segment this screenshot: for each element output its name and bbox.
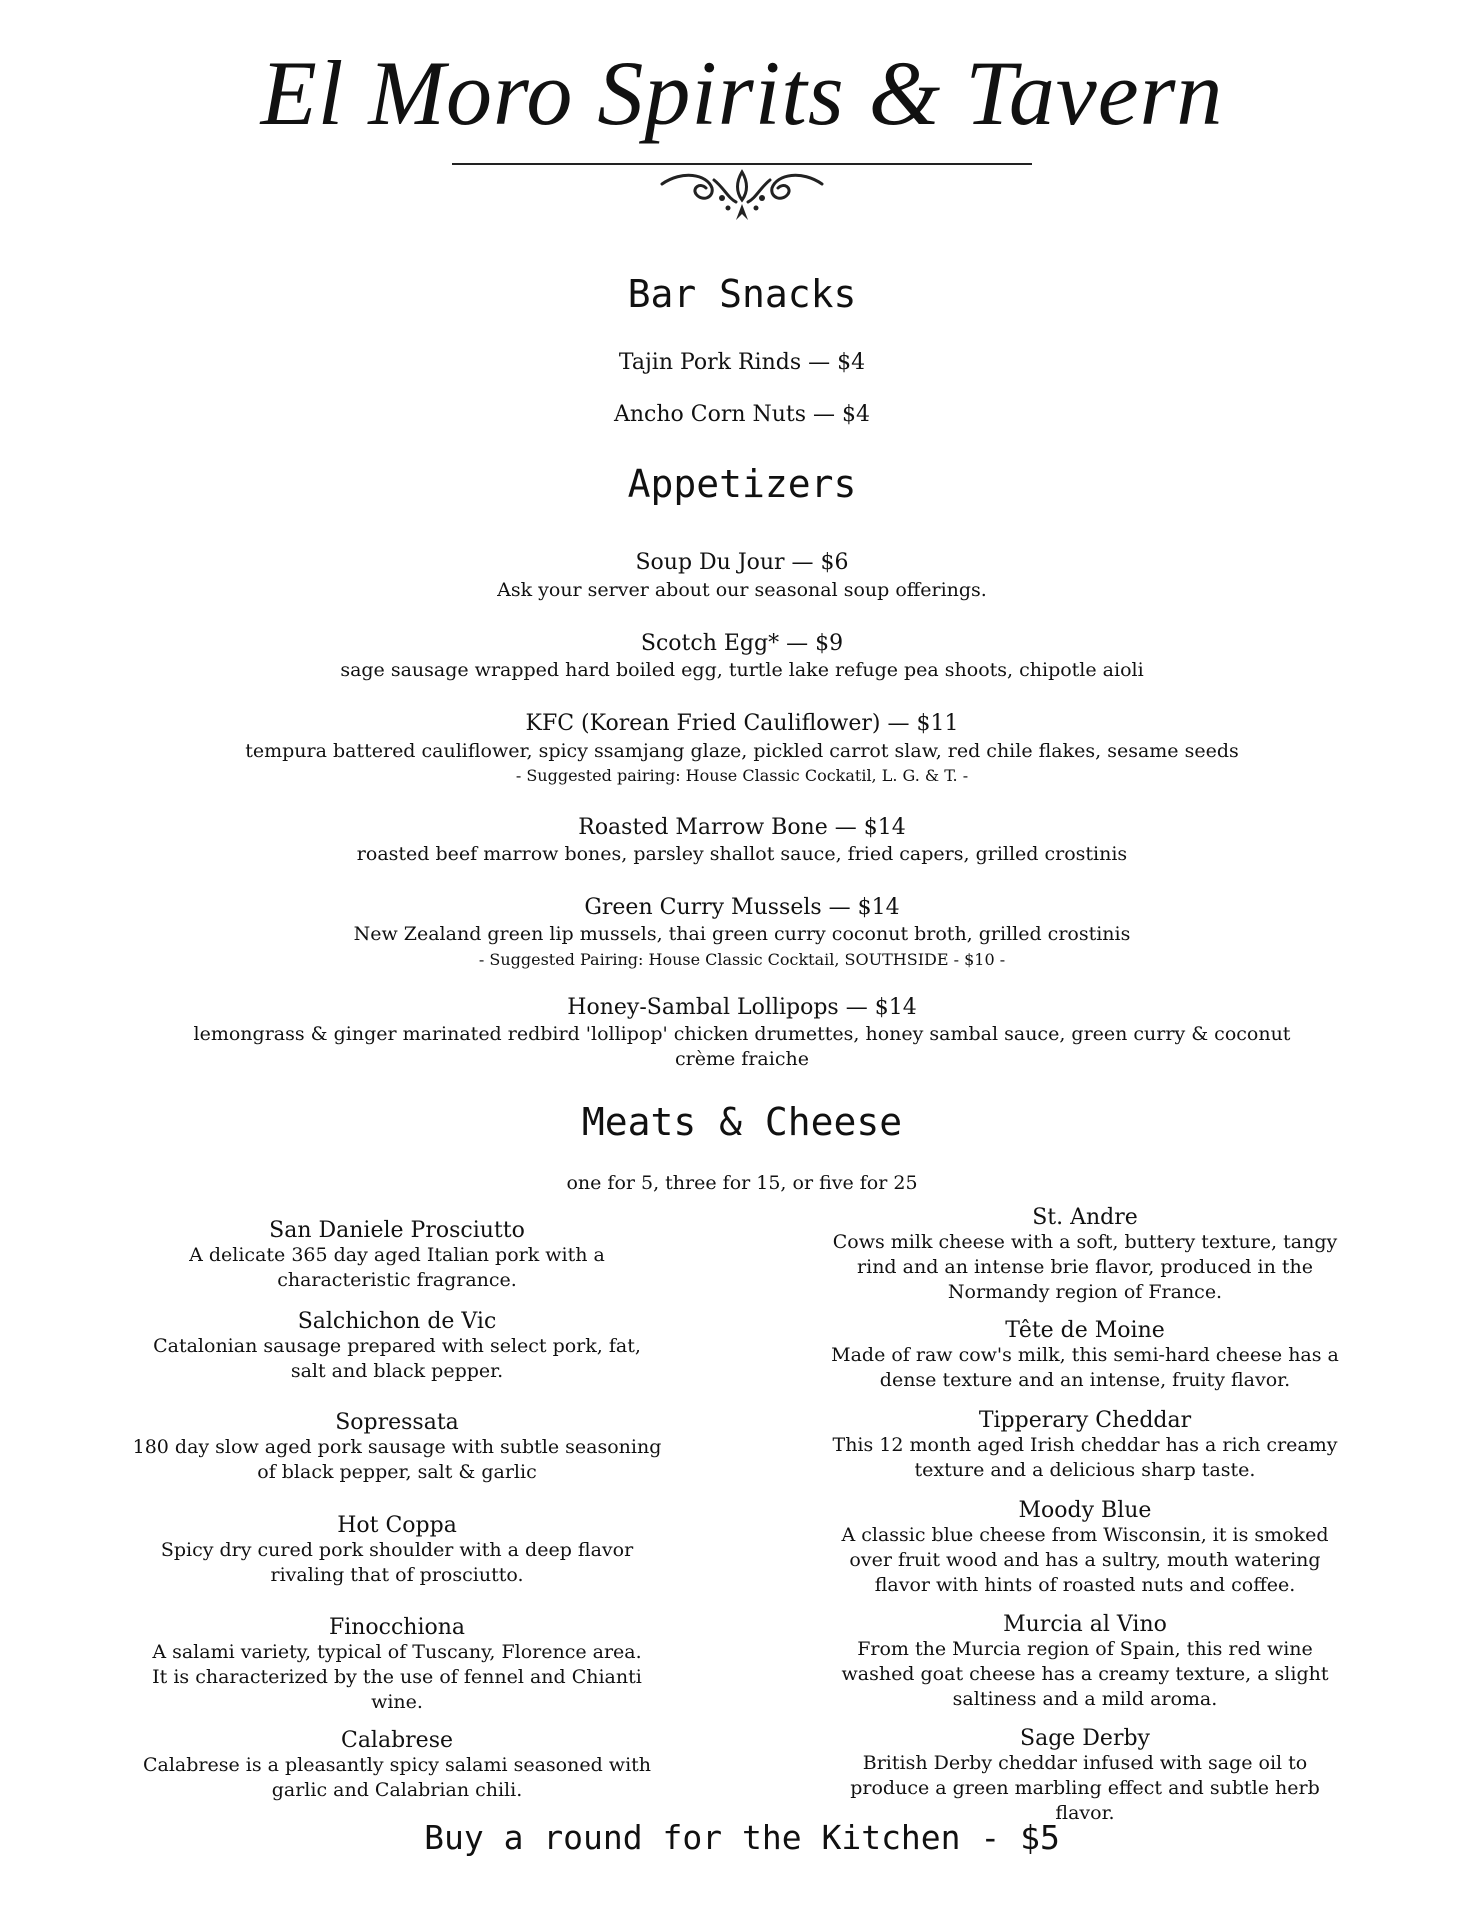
meat-item — [92, 1309, 702, 1384]
appetizer-desc: roasted beef marrow bones, parsley shallot sauce, fried capers, grilled crostinis — [356, 843, 1128, 865]
cheese-desc-line: A classic blue cheese from Wisconsin, it is smoked — [841, 1524, 1329, 1546]
cheese-name: Sage Derby — [1020, 1726, 1150, 1751]
appetizer-desc-continued: crème fraiche — [675, 1048, 809, 1070]
cheese-item — [780, 1612, 1390, 1712]
meat-desc-line: A salami variety, typical of Tuscany, Florence area. — [152, 1641, 642, 1663]
appetizer-name: Green Curry Mussels — $14 — [584, 895, 900, 920]
cheese-name: Murcia al Vino — [1003, 1612, 1167, 1637]
meat-name: Sopressata — [335, 1410, 459, 1435]
meat-desc-line: rivaling that of prosciutto. — [270, 1564, 524, 1586]
cheese-item — [780, 1498, 1390, 1598]
appetizer-desc: Ask your server about our seasonal soup offerings. — [497, 579, 987, 601]
cheese-desc-line: washed goat cheese has a creamy texture, a slight — [841, 1663, 1329, 1685]
appetizer-desc: New Zealand green lip mussels, thai green curry coconut broth, grilled crostinis — [353, 923, 1131, 945]
meats-cheese-pricing: one for 5, three for 15, or five for 25 — [566, 1172, 918, 1194]
meat-name: Finocchiona — [328, 1615, 466, 1640]
meat-item — [92, 1513, 702, 1588]
appetizer-pairing: - Suggested pairing: House Classic Cockatil, L. G. & T. - — [515, 766, 969, 785]
cheese-desc-line: flavor. — [1055, 1802, 1115, 1824]
appetizer-desc: tempura battered cauliflower, spicy ssamjang glaze, pickled carrot slaw, red chile flakes, sesame seeds — [245, 740, 1239, 762]
cheese-desc-line: produce a green marbling effect and subtle herb — [850, 1777, 1320, 1799]
meat-desc-line: It is characterized by the use of fennel and Chianti — [152, 1666, 642, 1688]
meat-name: Salchichon de Vic — [297, 1309, 497, 1334]
cheese-desc-line: over fruit wood and has a sultry, mouth watering — [849, 1549, 1321, 1571]
meat-desc-line: Calabrese is a pleasantly spicy salami seasoned with — [142, 1754, 652, 1776]
appetizer-name: Honey-Sambal Lollipops — $14 — [567, 995, 917, 1020]
meat-name: San Daniele Prosciutto — [269, 1218, 525, 1243]
meat-desc-line: Catalonian sausage prepared with select pork, fat, — [153, 1335, 641, 1357]
cheese-name: Tête de Moine — [1005, 1318, 1165, 1343]
meat-item — [92, 1728, 702, 1803]
appetizer-name: Roasted Marrow Bone — $14 — [578, 815, 906, 840]
appetizer-pairing: - Suggested Pairing: House Classic Cocktail, SOUTHSIDE - $10 - — [478, 950, 1006, 969]
meat-desc-line: garlic and Calabrian chili. — [271, 1779, 523, 1801]
meat-desc-line: of black pepper, salt & garlic — [257, 1461, 537, 1483]
flourish-ornament-icon — [652, 168, 832, 226]
meat-name: Hot Coppa — [337, 1513, 457, 1538]
bar-snack-item: Tajin Pork Rinds — $4 — [618, 350, 866, 375]
cheese-desc-line: texture and a delicious sharp taste. — [914, 1459, 1256, 1481]
cheese-desc-line: British Derby cheddar infused with sage oil to — [862, 1752, 1308, 1774]
meat-desc-line: Spicy dry cured pork shoulder with a deep flavor — [160, 1539, 634, 1561]
cheese-desc-line: Cows milk cheese with a soft, buttery texture, tangy — [832, 1231, 1338, 1253]
appetizer-name: Soup Du Jour — $6 — [635, 550, 849, 575]
cheese-desc-line: flavor with hints of roasted nuts and coffee. — [874, 1574, 1296, 1596]
cheese-name: Tipperary Cheddar — [978, 1408, 1192, 1433]
meat-item — [92, 1218, 702, 1293]
footer-kitchen-round: Buy a round for the Kitchen - $5 — [424, 1818, 1060, 1857]
cheese-desc-line: This 12 month aged Irish cheddar has a rich creamy — [832, 1434, 1338, 1456]
cheese-desc-line: dense texture and an intense, fruity flavor. — [879, 1369, 1291, 1391]
restaurant-title: El Moro Spirits & Tavern — [260, 42, 1224, 144]
cheese-item — [780, 1726, 1390, 1826]
cheese-desc-line: rind and an intense brie flavor, produced in the — [857, 1256, 1313, 1278]
cheese-desc-line: saltiness and a mild aroma. — [952, 1688, 1218, 1710]
cheese-desc-line: From the Murcia region of Spain, this red wine — [857, 1638, 1313, 1660]
meat-desc-line: wine. — [371, 1691, 423, 1713]
appetizer-name: Scotch Egg* — $9 — [640, 631, 844, 656]
cheese-name: Moody Blue — [1018, 1498, 1152, 1523]
meat-item — [92, 1615, 702, 1715]
meat-desc-line: 180 day slow aged pork sausage with subtle seasoning — [132, 1436, 662, 1458]
cheese-desc-line: Normandy region of France. — [947, 1281, 1223, 1303]
cheese-name: St. Andre — [1032, 1205, 1138, 1230]
cheese-item — [780, 1408, 1390, 1483]
bar-snack-item: Ancho Corn Nuts — $4 — [613, 402, 871, 427]
section-heading-bar-snacks: Bar Snacks — [627, 272, 857, 316]
section-heading-meats-cheese: Meats & Cheese — [581, 1100, 903, 1144]
appetizer-desc: lemongrass & ginger marinated redbird 'lollipop' chicken drumettes, honey sambal sauce, green curry & coconut — [193, 1023, 1291, 1045]
section-heading-appetizers: Appetizers — [627, 462, 857, 506]
meat-name: Calabrese — [340, 1728, 454, 1753]
cheese-item — [780, 1205, 1390, 1305]
meat-desc-line: A delicate 365 day aged Italian pork with a — [189, 1244, 605, 1266]
title-divider — [452, 163, 1032, 165]
appetizer-name: KFC (Korean Fried Cauliflower) — $11 — [525, 711, 959, 736]
meat-desc-line: salt and black pepper. — [290, 1360, 504, 1382]
cheese-item — [780, 1318, 1390, 1393]
cheese-desc-line: Made of raw cow's milk, this semi-hard cheese has a — [831, 1344, 1339, 1366]
appetizer-desc: sage sausage wrapped hard boiled egg, turtle lake refuge pea shoots, chipotle aioli — [340, 659, 1144, 681]
meat-item — [92, 1410, 702, 1485]
meat-desc-line: characteristic fragrance. — [277, 1269, 517, 1291]
